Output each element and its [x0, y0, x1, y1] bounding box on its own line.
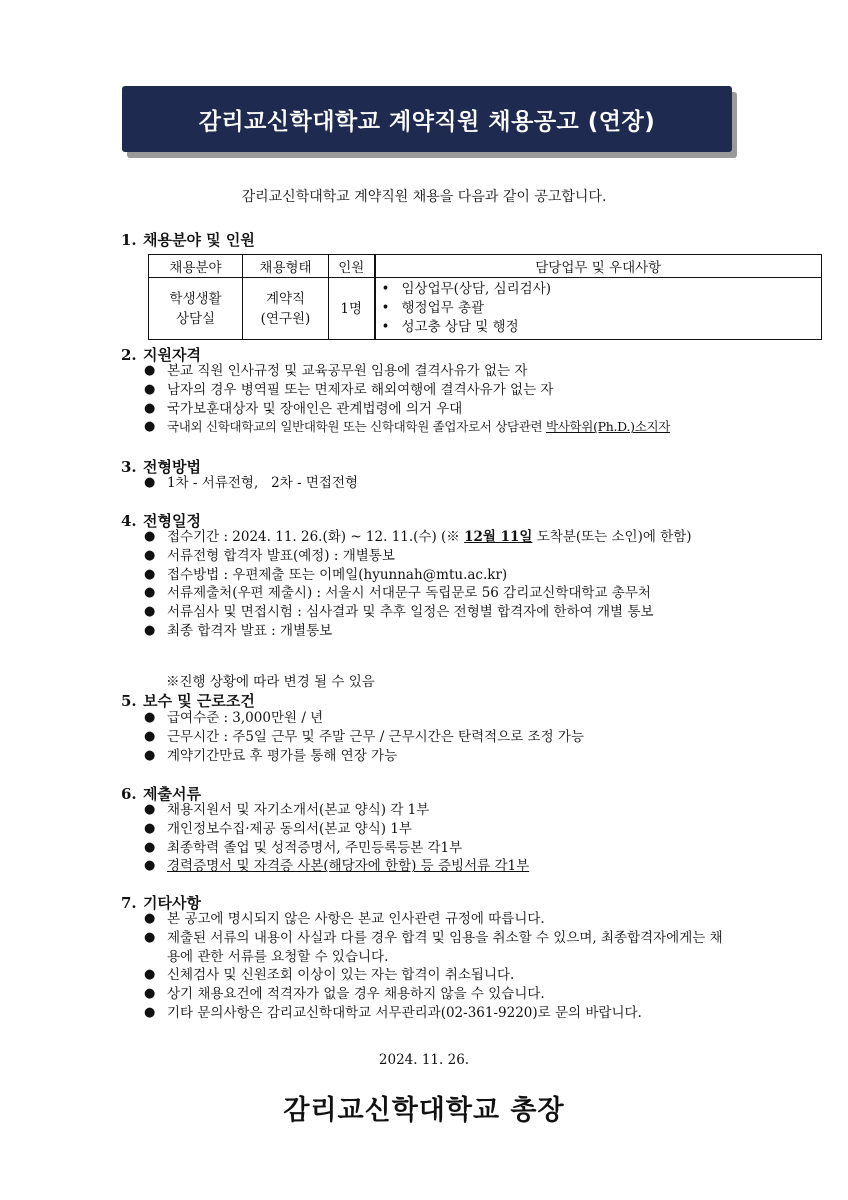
documents-list [140, 801, 740, 876]
page-title: 감리교신학대학교 계약직원 채용공고 (연장) [198, 108, 656, 135]
list-item: ● 신체검사 및 신원조회 이상이 있는 자는 합격이 취소됩니다. [140, 966, 730, 985]
section-1-heading [121, 229, 255, 250]
method-list [140, 474, 740, 493]
list-item [140, 857, 740, 876]
notice-date: 2024. 11. 26. [378, 1052, 470, 1068]
list-item: ● 최종 합격자 발표 : 개별통보 [140, 622, 730, 641]
table-header: 담당업무 및 우대사항 [375, 255, 822, 278]
other-list [140, 910, 730, 1023]
list-item: ● 본 공고에 명시되지 않은 사항은 본교 인사관련 규정에 따릅니다. [140, 910, 730, 929]
list-item: ● 제출된 서류의 내용이 사실과 다를 경우 합격 및 임용을 취소할 수 있으며, 최종합격자에게는 채용에 관한 서류를 요청할 수 있습니다. [140, 929, 730, 967]
bullet: • [381, 319, 390, 335]
table-cell-field [149, 278, 243, 340]
field-line: 학생생활 [169, 290, 222, 307]
section-title: 채용분야 및 인원 [143, 231, 255, 249]
schedule-note: ※진행 상황에 따라 변경 될 수 있음 [166, 674, 375, 690]
table-header: 인원 [329, 255, 375, 278]
section-5-heading: 5. 보수 및 근로조건 [121, 692, 255, 710]
list-item: ● 접수기간 : 2024. 11. 26.(화) ~ 12. 11.(수) (※ 12월 11일 도착분(또는 소인)에 한함) [140, 528, 730, 547]
qualifications-list [140, 362, 740, 437]
table-header: 채용형태 [243, 255, 329, 278]
list-item: ● 서류전형 합격자 발표(예정) : 개별통보 [140, 547, 730, 566]
bullet: • [381, 281, 390, 297]
section-title: 전형방법 [143, 458, 201, 476]
duty-item: • 행정업무 총괄 [381, 300, 485, 316]
phd-requirement: 박사학위(Ph.D.)소지자 [545, 419, 671, 435]
intro-text: 감리교신학대학교 계약직원 채용을 다음과 같이 공고합니다. [241, 189, 607, 205]
deadline-emphasis: 12월 11일 [464, 529, 533, 545]
section-7-heading: 7. 기타사항 [121, 894, 201, 912]
field-line: 상담실 [175, 310, 216, 327]
list-item: ● 남자의 경우 병역필 또는 면제자로 해외여행에 결격사유가 없는 자 [140, 381, 740, 400]
list-item: ● 상기 채용요건에 적격자가 없을 경우 채용하지 않을 수 있습니다. [140, 985, 730, 1004]
section-number: 1. [121, 231, 137, 249]
section-title: 지원자격 [143, 346, 201, 364]
duty-item: • 임상업무(상담, 심리검사) [381, 281, 552, 297]
bullet: • [381, 300, 390, 316]
list-item: ● 국내외 신학대학교의 일반대학원 또는 신학대학원 졸업자로서 상담관련 박사학위(Ph.D.)소지자 [140, 418, 740, 437]
table-header-row [149, 255, 822, 278]
section-2-heading: 2. 지원자격 [121, 346, 201, 364]
certificate-requirement: 경력증명서 및 자격증 사본(해당자에 한함) 등 증빙서류 각1부 [167, 858, 530, 875]
table-cell-type [243, 278, 329, 340]
table-cell-duties [375, 278, 822, 340]
section-title: 제출서류 [143, 785, 201, 803]
list-item: ● 서류심사 및 면접시험 : 심사결과 및 추후 일정은 전형별 합격자에 한하여 개별 통보 [140, 603, 730, 622]
section-3-heading: 3. 전형방법 [121, 458, 201, 476]
section-6-heading: 6. 제출서류 [121, 785, 201, 803]
list-item: ● 최종학력 졸업 및 성적증명서, 주민등록등본 각1부 [140, 839, 740, 858]
list-item: ● 본교 직원 인사규정 및 교육공무원 임용에 결격사유가 없는 자 [140, 362, 740, 381]
section-title: 보수 및 근로조건 [143, 692, 255, 710]
signature: 감리교신학대학교 총장 [283, 1095, 565, 1126]
pay-list [140, 709, 740, 765]
table-cell-count: 1명 [329, 278, 375, 340]
list-item: ● 접수방법 : 우편제출 또는 이메일(hyunnah@mtu.ac.kr) [140, 566, 730, 585]
section-title: 기타사항 [143, 894, 201, 912]
section-4-heading: 4. 전형일정 [121, 512, 201, 530]
list-item: ● 개인정보수집·제공 동의서(본교 양식) 1부 [140, 820, 740, 839]
list-item: ● 1차 - 서류전형, 2차 - 면접전형 [140, 474, 740, 493]
list-item: ● 서류제출처(우편 제출시) : 서울시 서대문구 독립문로 56 감리교신학대학교 총무처 [140, 584, 730, 603]
list-item: ● 급여수준 : 3,000만원 / 년 [140, 709, 740, 728]
section-title: 전형일정 [143, 512, 201, 530]
table-row [149, 278, 822, 340]
schedule-list [140, 528, 730, 641]
title-banner [122, 86, 732, 152]
list-item: ● 채용지원서 및 자기소개서(본교 양식) 각 1부 [140, 801, 740, 820]
table-header: 채용분야 [149, 255, 243, 278]
type-line: (연구원) [260, 310, 311, 327]
list-item: ● 근무시간 : 주5일 근무 및 주말 근무 / 근무시간은 탄력적으로 조정 가능 [140, 728, 740, 747]
list-item: ● 기타 문의사항은 감리교신학대학교 서무관리과(02-361-9220)로 문의 바랍니다. [140, 1004, 730, 1023]
list-item: ● 계약기간만료 후 평가를 통해 연장 가능 [140, 747, 740, 766]
list-item: ● 국가보훈대상자 및 장애인은 관계법령에 의거 우대 [140, 400, 740, 419]
recruitment-table [148, 254, 822, 340]
type-line: 계약직 [265, 290, 306, 307]
duty-item: • 성고충 상담 및 행정 [381, 319, 519, 335]
